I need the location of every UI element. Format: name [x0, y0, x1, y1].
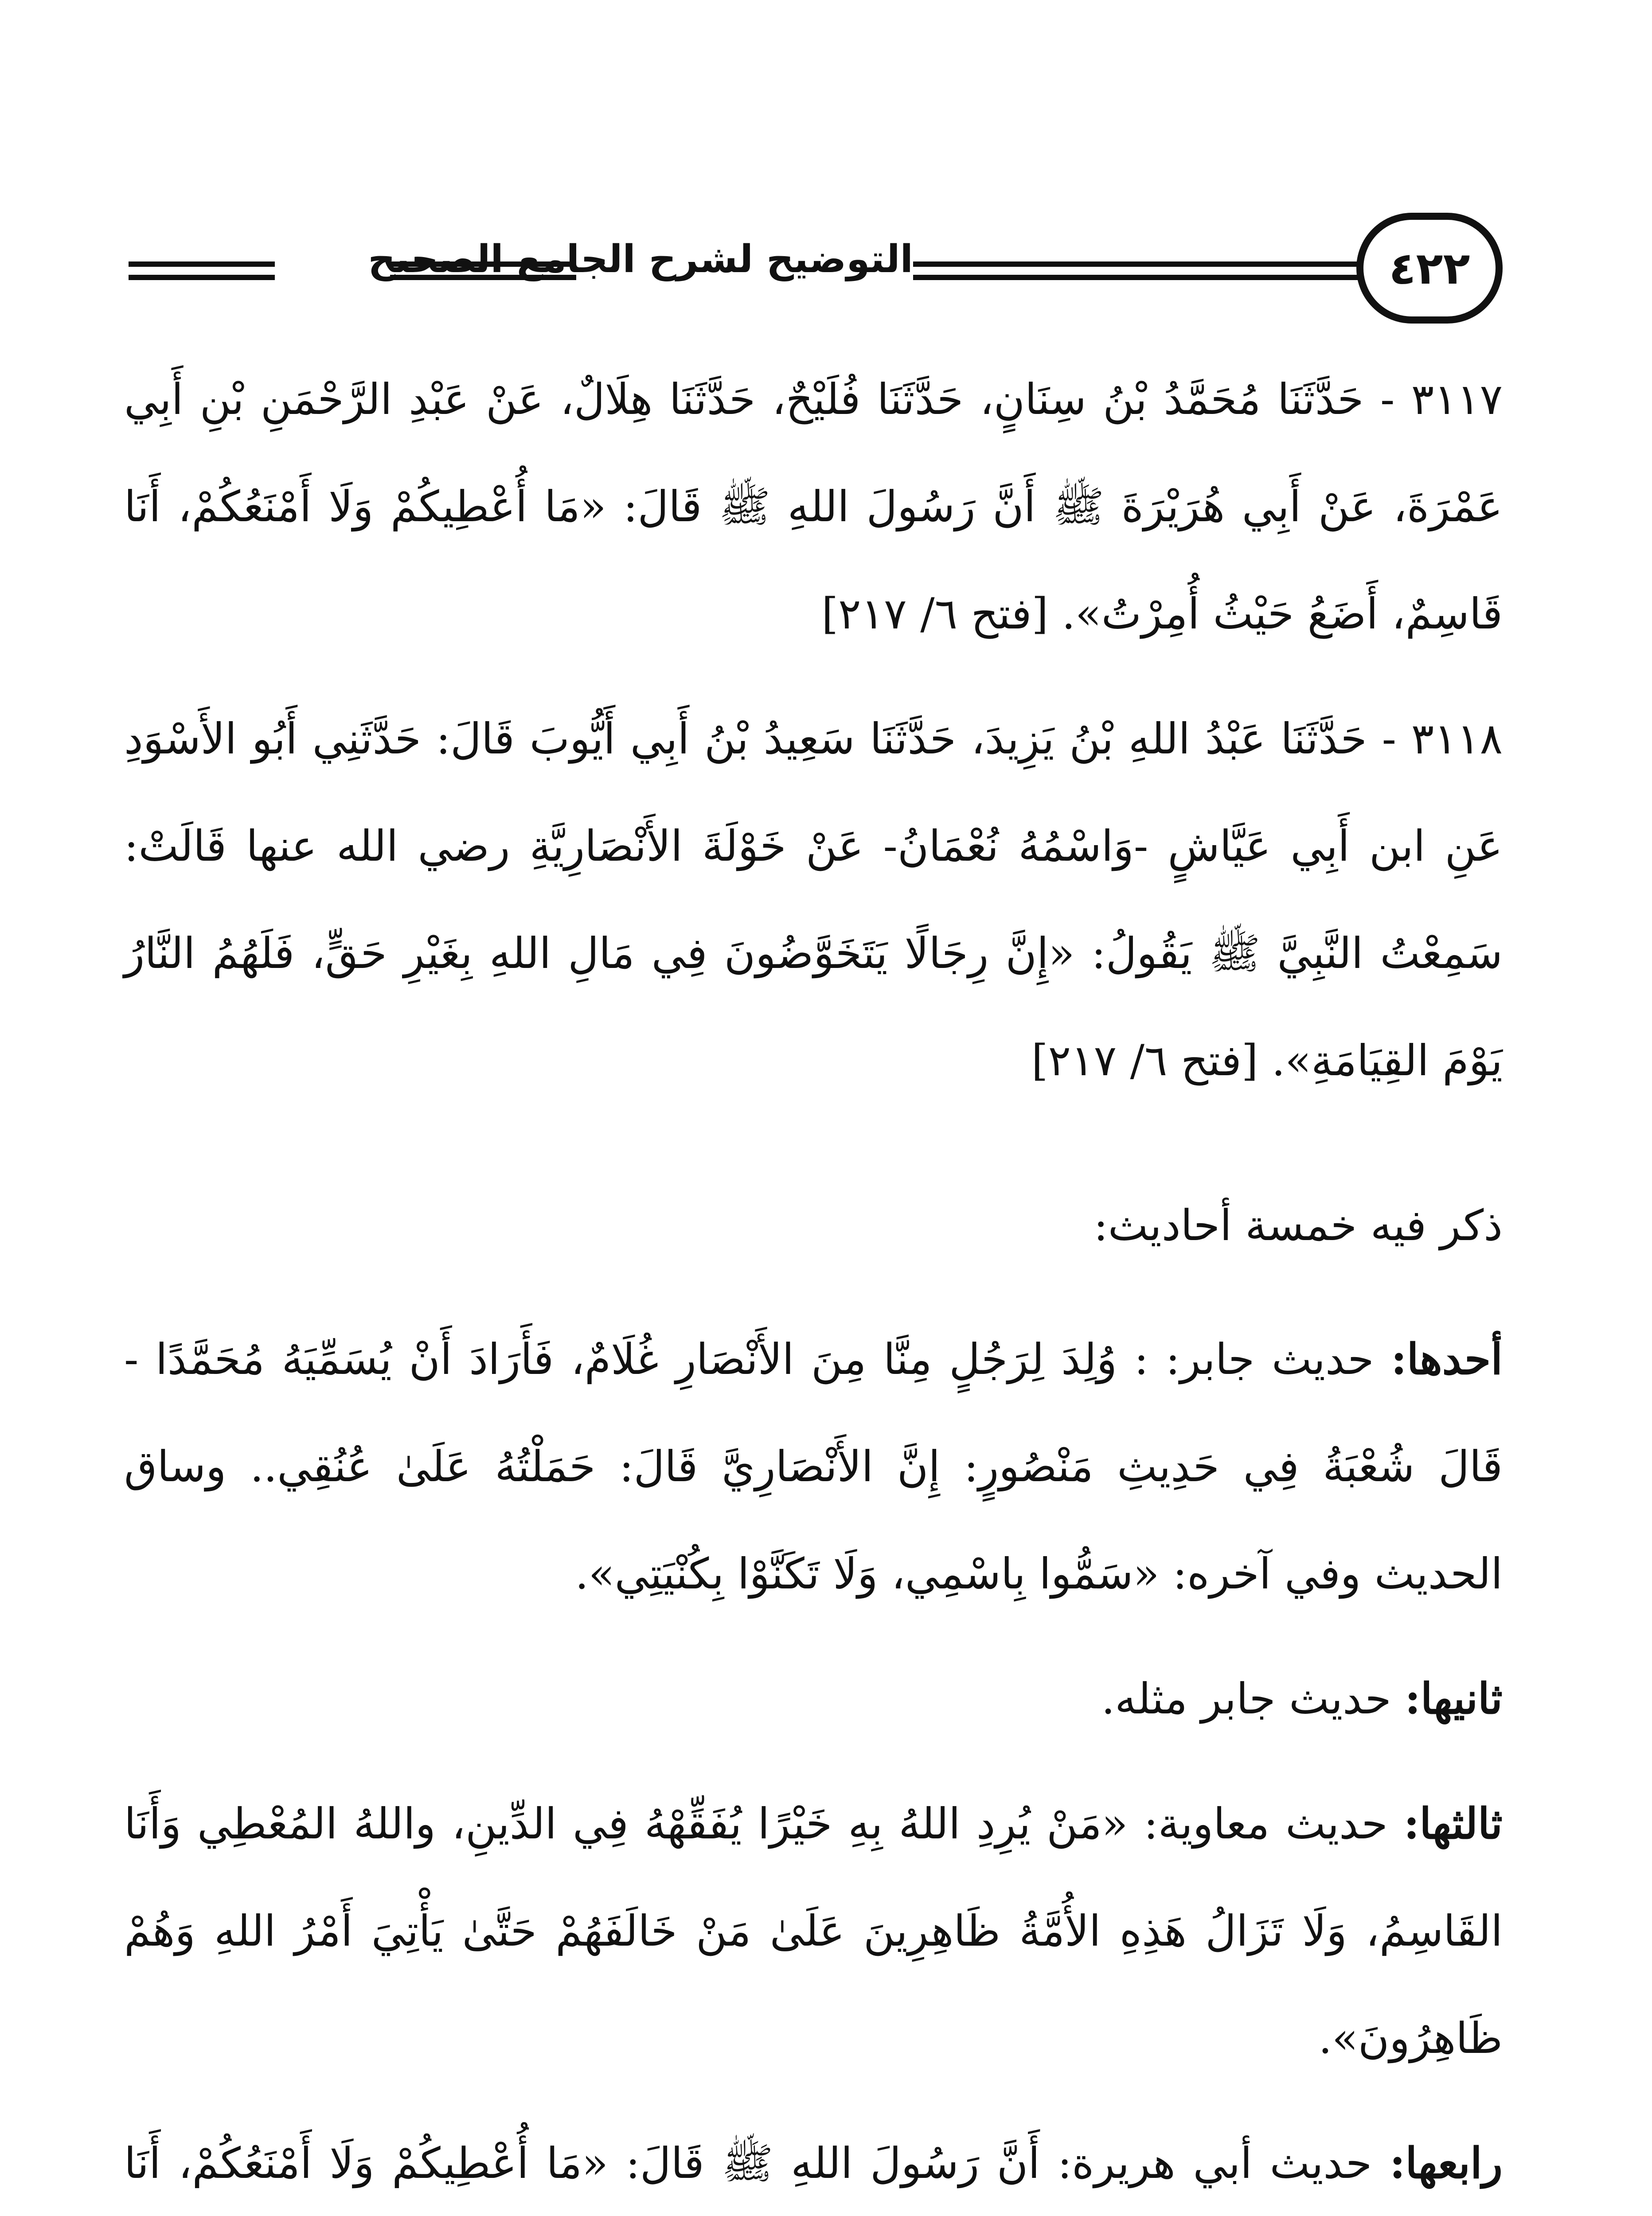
commentary-second: [124, 1645, 1503, 1752]
commentary-fourth-lead: رابعها:: [1390, 2138, 1503, 2188]
hadith-3118-text: ٣١١٨ - حَدَّثَنَا عَبْدُ اللهِ بْنُ يَزِيدَ، حَدَّثَنَا سَعِيدُ بْنُ أَبِي أَيُّوبَ قَالَ: حَدَّثَنِي أَبُو الأَسْوَدِ عَنِ ابن أَبِي عَيَّاشٍ -وَاسْمُهُ نُعْمَانُ- عَنْ خَوْلَةَ الأَنْصَارِيَّةِ رضي الله عنها قَالَتْ: سَمِعْتُ النَّبِيَّ ﷺ يَقُولُ: «إِنَّ رِجَالًا يَتَخَوَّضُونَ فِي مَالِ اللهِ بِغَيْرِ حَقٍّ، فَلَهُمُ النَّارُ يَوْمَ القِيَامَةِ». [فتح ٦/ ٢١٧]: [124, 714, 1503, 1085]
commentary-fourth-text: حديث أبي هريرة: أَنَّ رَسُولَ اللهِ ﷺ قَالَ: «مَا أُعْطِيكُمْ وَلَا أَمْنَعُكُمْ، أَنَا: [124, 2138, 1372, 2188]
commentary-intro: [124, 1172, 1503, 1279]
header-rule-left-lower: [129, 275, 275, 280]
header-rule-right-lower: [913, 275, 1383, 280]
commentary-fourth: [124, 2110, 1503, 2216]
header-rule-left: [129, 261, 275, 267]
commentary-first: [124, 1306, 1503, 1627]
page-header: [111, 213, 1529, 324]
page-body: [124, 346, 1503, 2216]
commentary-third-lead: ثالثها:: [1403, 1799, 1503, 1849]
header-rule-right: [913, 261, 1383, 267]
page-number: ٤٢٢: [1356, 213, 1503, 324]
hadith-3117-text: ٣١١٧ - حَدَّثَنَا مُحَمَّدُ بْنُ سِنَانٍ، حَدَّثَنَا فُلَيْحٌ، حَدَّثَنَا هِلَالٌ، عَنْ عَبْدِ الرَّحْمَنِ بْنِ أَبِي عَمْرَةَ، عَنْ أَبِي هُرَيْرَةَ ﷺ أَنَّ رَسُولَ اللهِ ﷺ قَالَ: «مَا أُعْطِيكُمْ وَلَا أَمْنَعُكُمْ، أَنَا قَاسِمٌ، أَضَعُ حَيْثُ أُمِرْتُ». [فتح ٦/ ٢١٧]: [124, 375, 1503, 639]
commentary-second-text: حديث جابر مثله.: [1101, 1674, 1405, 1724]
commentary-third: [124, 1770, 1503, 2092]
book-title: التوضيح لشرح الجامع الصحيح: [368, 237, 913, 281]
commentary-third-text: حديث معاوية: «مَنْ يُرِدِ اللهُ بِهِ خَيْرًا يُفَقِّهْهُ فِي الدِّينِ، واللهُ المُعْطِي وَأَنَا القَاسِمُ، وَلَا تَزَالُ هَذِهِ الأُمَّةُ ظَاهِرِينَ عَلَىٰ مَنْ خَالَفَهُمْ حَتَّىٰ يَأْتِيَ أَمْرُ اللهِ وَهُمْ ظَاهِرُونَ».: [124, 1799, 1503, 2063]
commentary-first-text: حديث جابر: : وُلِدَ لِرَجُلٍ مِنَّا مِنَ الأَنْصَارِ غُلَامٌ، فَأَرَادَ أَنْ يُسَمِّيَهُ مُحَمَّدًا - قَالَ شُعْبَةُ فِي حَدِيثِ مَنْصُورٍ: إِنَّ الأَنْصَارِيَّ قَالَ: حَمَلْتُهُ عَلَىٰ عُنُقِي.. وساق الحديث وفي آخره: «سَمُّوا بِاسْمِي، وَلَا تَكَنَّوْا بِكُنْيَتِي».: [124, 1334, 1503, 1599]
commentary-first-lead: أحدها:: [1391, 1334, 1503, 1384]
hadith-3117: [124, 346, 1503, 667]
commentary-second-lead: ثانيها:: [1405, 1674, 1503, 1724]
commentary-intro-text: ذكر فيه خمسة أحاديث:: [1094, 1201, 1503, 1250]
hadith-3118: [124, 685, 1503, 1114]
